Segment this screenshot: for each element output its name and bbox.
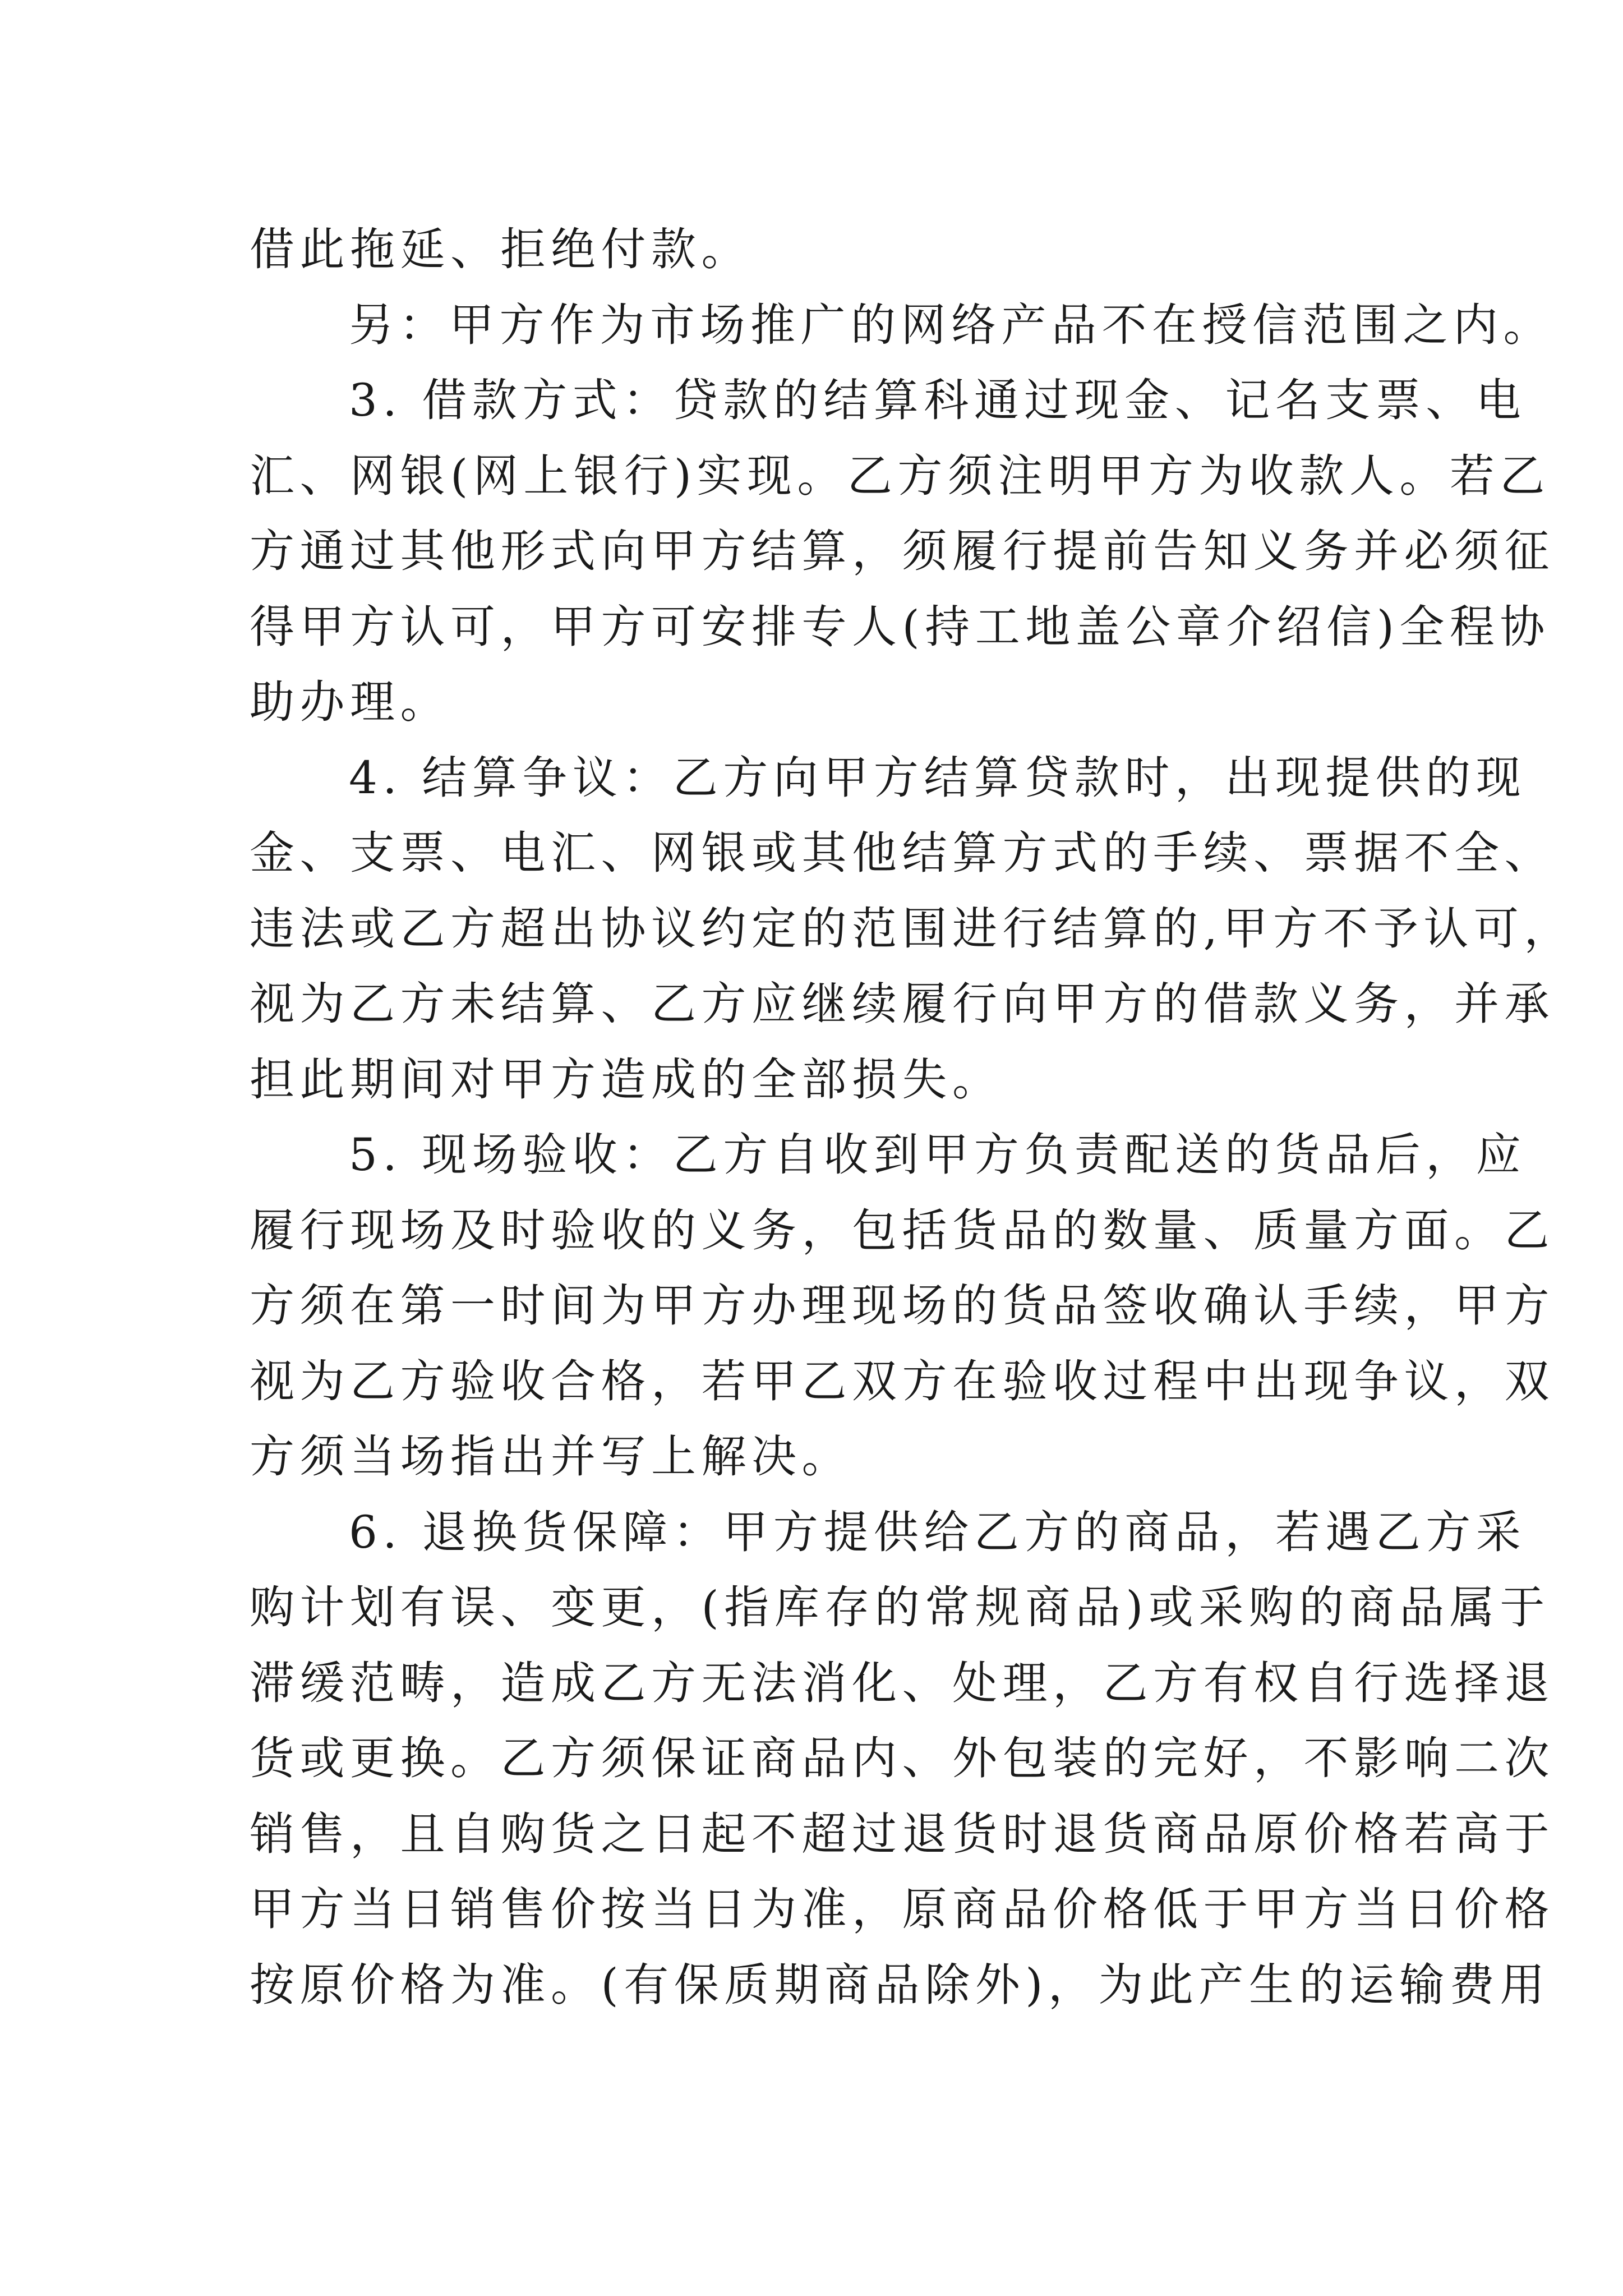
text-line: 视为乙方验收合格，若甲乙双方在验收过程中出现争议，双: [250, 1355, 1555, 1407]
text-line: 借此拖延、拒绝付款。: [250, 223, 751, 275]
text-line: 视为乙方未结算、乙方应继续履行向甲方的借款义务，并承: [250, 978, 1555, 1030]
text-line: 3. 借款方式：贷款的结算科通过现金、记名支票、电: [349, 374, 1527, 426]
text-line: 购计划有误、变更，(指库存的常规商品)或采购的商品属于: [250, 1581, 1550, 1634]
text-line: 货或更换。乙方须保证商品内、外包装的完好，不影响二次: [250, 1732, 1555, 1784]
text-line: 担此期间对甲方造成的全部损失。: [250, 1053, 1003, 1106]
text-line: 方通过其他形式向甲方结算，须履行提前告知义务并必须征: [250, 525, 1555, 577]
text-line: 另：甲方作为市场推广的网络产品不在授信范围之内。: [349, 298, 1553, 351]
text-line: 违法或乙方超出协议约定的范围进行结算的,甲方不予认可，: [250, 902, 1574, 955]
text-line: 方须在第一时间为甲方办理现场的货品签收确认手续，甲方: [250, 1280, 1555, 1332]
text-line: 甲方当日销售价按当日为准，原商品价格低于甲方当日价格: [250, 1883, 1555, 1935]
text-line: 汇、网银(网上银行)实现。乙方须注明甲方为收款人。若乙: [250, 449, 1550, 502]
text-line: 销售，且自购货之日起不超过退货时退货商品原价格若高于: [250, 1807, 1555, 1860]
text-line: 方须当场指出并写上解决。: [250, 1430, 852, 1483]
text-line: 5. 现场验收：乙方自收到甲方负责配送的货品后，应: [349, 1129, 1527, 1181]
text-line: 4. 结算争议：乙方向甲方结算贷款时，出现提供的现: [349, 751, 1527, 804]
text-line: 滞缓范畴，造成乙方无法消化、处理，乙方有权自行选择退: [250, 1657, 1555, 1709]
text-line: 按原价格为准。(有保质期商品除外)，为此产生的运输费用: [250, 1958, 1550, 2011]
text-line: 履行现场及时验收的义务，包括货品的数量、质量方面。乙: [250, 1204, 1555, 1257]
text-line: 助办理。: [250, 676, 450, 728]
contract-body-text: [250, 212, 1574, 2023]
text-line: 金、支票、电汇、网银或其他结算方式的手续、票据不全、: [250, 827, 1555, 879]
text-line: 6. 退换货保障：甲方提供给乙方的商品，若遇乙方采: [349, 1506, 1527, 1558]
text-line: 得甲方认可，甲方可安排专人(持工地盖公章介绍信)全程协: [250, 600, 1550, 653]
